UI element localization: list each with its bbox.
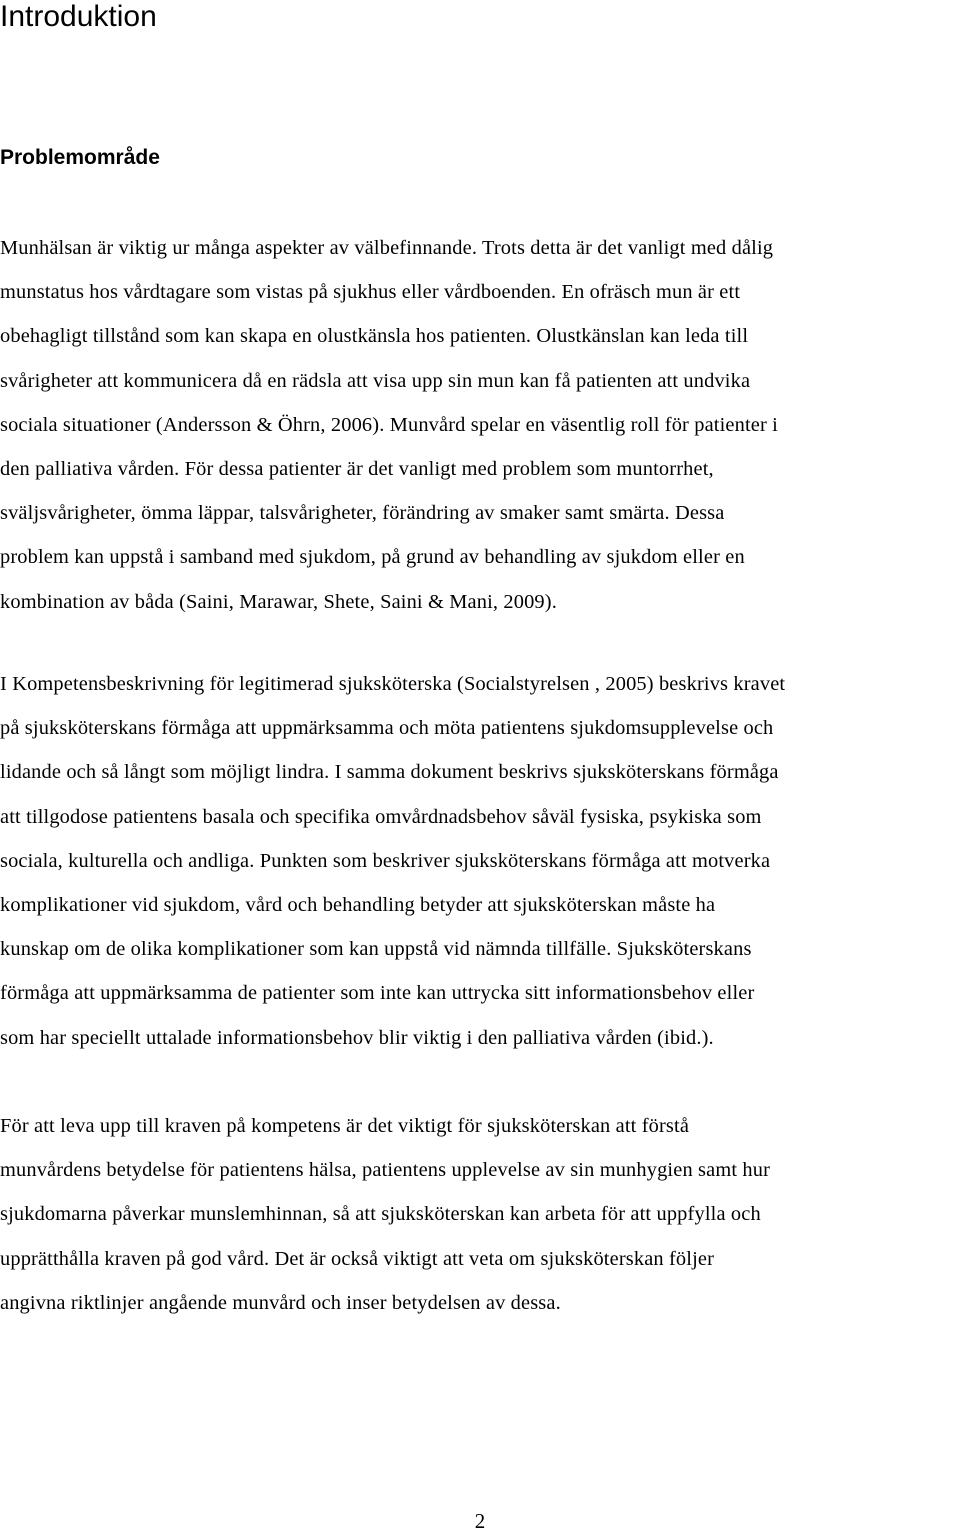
text-line: lidande och så långt som möjligt lindra. I samma dokument beskrivs sjuksköterskans förmåga [0,761,779,784]
text-line: som har speciellt uttalade informationsbehov blir viktig i den palliativa vården (ibid.). [0,1026,714,1049]
text-line: på sjuksköterskans förmåga att uppmärksamma och möta patientens sjukdomsupplevelse och [0,717,774,740]
text-line: komplikationer vid sjukdom, vård och behandling betyder att sjuksköterskan måste ha [0,894,716,917]
text-line: upprätthålla kraven på god vård. Det är också viktigt att veta om sjuksköterskan följer [0,1247,715,1270]
text-line: munstatus hos vårdtagare som vistas på sjukhus eller vårdboenden. En ofräsch mun är ett [0,281,741,304]
text-line: kunskap om de olika komplikationer som kan uppstå vid nämnda tillfälle. Sjuksköterskans [0,938,752,961]
text-line: munvårdens betydelse för patientens hälsa, patientens upplevelse av sin munhygien samt hur [0,1159,771,1182]
text-line: problem kan uppstå i samband med sjukdom, på grund av behandling av sjukdom eller en [0,546,745,569]
text-line: Munhälsan är viktig ur många aspekter av välbefinnande. Trots detta är det vanligt med dålig [0,237,774,259]
text-line: angivna riktlinjer angående munvård och inser betydelsen av dessa. [0,1291,561,1314]
text-line: sväljsvårigheter, ömma läppar, talsvårigheter, förändring av smaker samt smärta. Dessa [0,502,725,525]
text-line: obehagligt tillstånd som kan skapa en olustkänsla hos patienten. Olustkänslan kan leda till [0,325,749,348]
text-line: sjukdomarna påverkar munslemhinnan, så att sjuksköterskan kan arbeta för att uppfylla och [0,1203,761,1226]
paragraph-problem-description [0,226,778,624]
page-number: 2 [474,1509,486,1533]
text-line: I Kompetensbeskrivning för legitimerad sjuksköterska (Socialstyrelsen , 2005) beskrivs kravet [0,673,786,695]
text-line: kombination av båda (Saini, Marawar, Shete, Saini & Mani, 2009). [0,590,557,613]
text-line: svårigheter att kommunicera då en rädsla att visa upp sin mun kan få patienten att undvika [0,369,751,392]
text-line: den palliativa vården. För dessa patienter är det vanligt med problem som muntorrhet, [0,458,714,481]
paragraph-competence-description [0,662,785,1060]
section-title: Problemområde [0,146,160,169]
text-line: sociala situationer (Andersson & Öhrn, 2006). Munvård spelar en väsentlig roll för patienter i [0,413,778,436]
text-line: För att leva upp till kraven på kompetens är det viktigt för sjuksköterskan att förstå [0,1115,690,1137]
paragraph-requirements [0,1104,770,1325]
chapter-title: Introduktion [0,0,157,33]
text-line: förmåga att uppmärksamma de patienter som inte kan uttrycka sitt informationsbehov eller [0,982,755,1005]
text-line: att tillgodose patientens basala och specifika omvårdnadsbehov såväl fysiska, psykiska som [0,805,762,828]
text-line: sociala, kulturella och andliga. Punkten som beskriver sjuksköterskans förmåga att motverka [0,849,771,872]
